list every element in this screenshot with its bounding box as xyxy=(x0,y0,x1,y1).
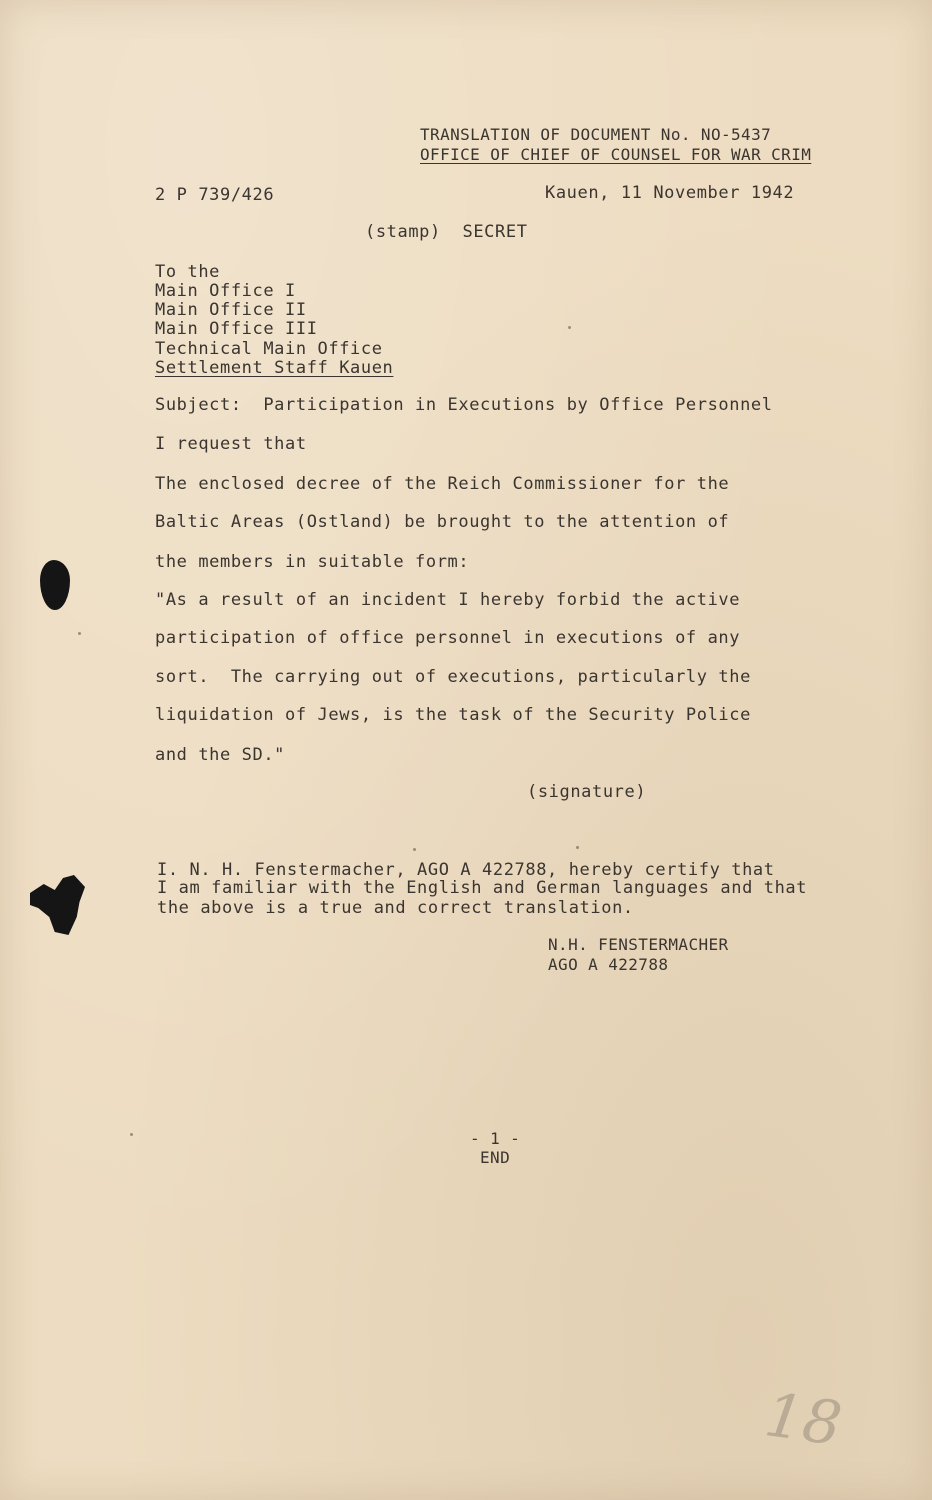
body-line-9: and the SD." xyxy=(155,745,286,765)
body-line-1: I request that xyxy=(155,434,307,454)
signature-note: (signature) xyxy=(527,782,647,802)
punch-hole-bottom xyxy=(30,875,85,935)
pencil-page-mark: 18 xyxy=(760,1380,846,1460)
paper-speck xyxy=(576,846,579,849)
page-number: - 1 - xyxy=(470,1129,521,1148)
punch-hole-top xyxy=(40,560,70,610)
paper-speck xyxy=(413,848,416,851)
body-line-3: Baltic Areas (Ostland) be brought to the attention of xyxy=(155,512,730,532)
body-line-8: liquidation of Jews, is the task of the Security Police xyxy=(155,705,751,725)
addressee-main-office-2: Main Office II xyxy=(155,300,307,320)
office-title: OFFICE OF CHIEF OF COUNSEL FOR WAR CRIM xyxy=(420,145,812,164)
certification-line-3: the above is a true and correct translation. xyxy=(157,898,634,918)
body-line-4: the members in suitable form: xyxy=(155,552,470,572)
certification-line-1: I. N. H. Fenstermacher, AGO A 422788, hereby certify that xyxy=(157,860,775,880)
place-date: Kauen, 11 November 1942 xyxy=(545,183,795,203)
translation-title: TRANSLATION OF DOCUMENT No. NO-5437 xyxy=(420,125,772,144)
addressee-main-office-3: Main Office III xyxy=(155,319,318,339)
certifier-id: AGO A 422788 xyxy=(548,955,669,974)
paper-speck xyxy=(130,1133,133,1136)
certifier-name: N.H. FENSTERMACHER xyxy=(548,935,729,954)
paper-speck xyxy=(568,326,571,329)
body-line-7: sort. The carrying out of executions, particularly the xyxy=(155,667,751,687)
body-line-5: "As a result of an incident I hereby forbid the active xyxy=(155,590,741,610)
addressee-main-office-1: Main Office I xyxy=(155,281,296,301)
body-line-2: The enclosed decree of the Reich Commissioner for the xyxy=(155,474,730,494)
addressee-technical-office: Technical Main Office xyxy=(155,339,383,359)
addressee-to: To the xyxy=(155,262,221,282)
body-line-6: participation of office personnel in executions of any xyxy=(155,628,741,648)
paper-speck xyxy=(78,632,81,635)
file-number: 2 P 739/426 xyxy=(155,185,275,205)
addressee-settlement-staff: Settlement Staff Kauen xyxy=(155,358,394,378)
subject-line: Subject: Participation in Executions by Office Personnel xyxy=(155,395,773,415)
secret-stamp: (stamp) SECRET xyxy=(365,222,528,242)
certification-line-2: I am familiar with the English and German languages and that xyxy=(157,878,808,898)
end-marker: END xyxy=(480,1148,511,1167)
